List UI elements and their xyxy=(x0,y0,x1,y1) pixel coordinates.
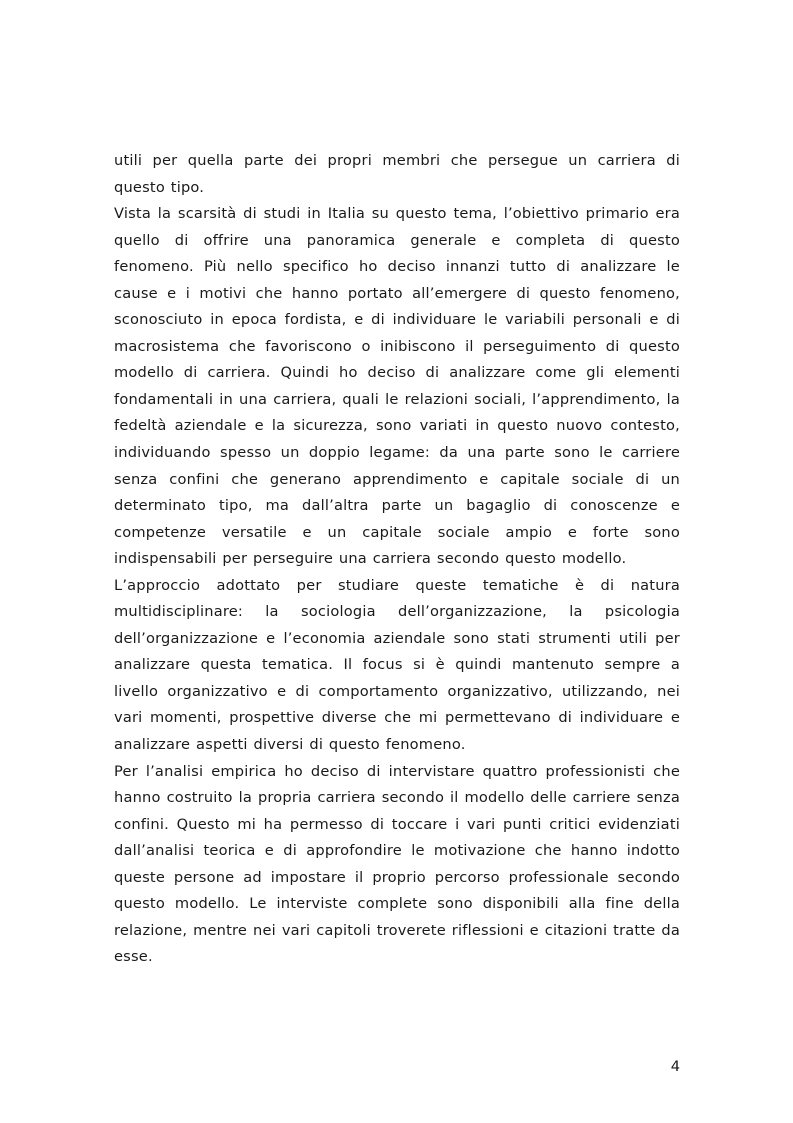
paragraph-approach: L’approccio adottato per studiare queste tematiche è di natura multidisciplinare: la sociologia dell’organizzazione, la psicologia dell’organizzazione e l’economia aziendale sono stati strumenti utili per analizzare questa tematica. Il focus si è quindi mantenuto sempre a livello organizzativo e di comportamento organizzativo, utilizzando, nei vari momenti, prospettive diverse che mi permettevano di individuare e analizzare aspetti diversi di questo fenomeno. xyxy=(114,576,680,754)
body-text xyxy=(114,148,680,971)
paragraph-empirical-analysis: Per l’analisi empirica ho deciso di intervistare quattro professionisti che hanno costruito la propria carriera secondo il modello delle carriere senza confini. Questo mi ha permesso di toccare i vari punti critici evidenziati dall’analisi teorica e di approfondire le motivazione che hanno indotto queste persone ad impostare il proprio percorso professionale secondo questo modello. Le interviste complete sono disponibili alla fine della relazione, mentre nei vari capitoli troverete riflessioni e citazioni tratte da esse. xyxy=(114,762,680,966)
paragraph-objectives: Vista la scarsità di studi in Italia su questo tema, l’obiettivo primario era quello di offrire una panoramica generale e completa di questo fenomeno. Più nello specifico ho deciso innanzi tutto di analizzare le cause e i motivi che hanno portato all’emergere di questo fenomeno, sconosciuto in epoca fordista, e di individuare le variabili personali e di macrosistema che favoriscono o inibiscono il perseguimento di questo modello di carriera. Quindi ho deciso di analizzare come gli elementi fondamentali in una carriera, quali le relazioni sociali, l’apprendimento, la fedeltà aziendale e la sicurezza, sono variati in questo nuovo contesto, individuando spesso un doppio legame: da una parte sono le carriere senza confini che generano apprendimento e capitale sociale di un determinato tipo, ma dall’altra parte un bagaglio di conoscenze e competenze versatile e un capitale sociale ampio e forte sono indispensabili per perseguire una carriera secondo questo modello. xyxy=(114,205,680,568)
paragraph-intro-continuation: utili per quella parte dei propri membri che persegue un carriera di questo tipo. xyxy=(114,152,680,196)
page-number: 4 xyxy=(670,1058,680,1075)
